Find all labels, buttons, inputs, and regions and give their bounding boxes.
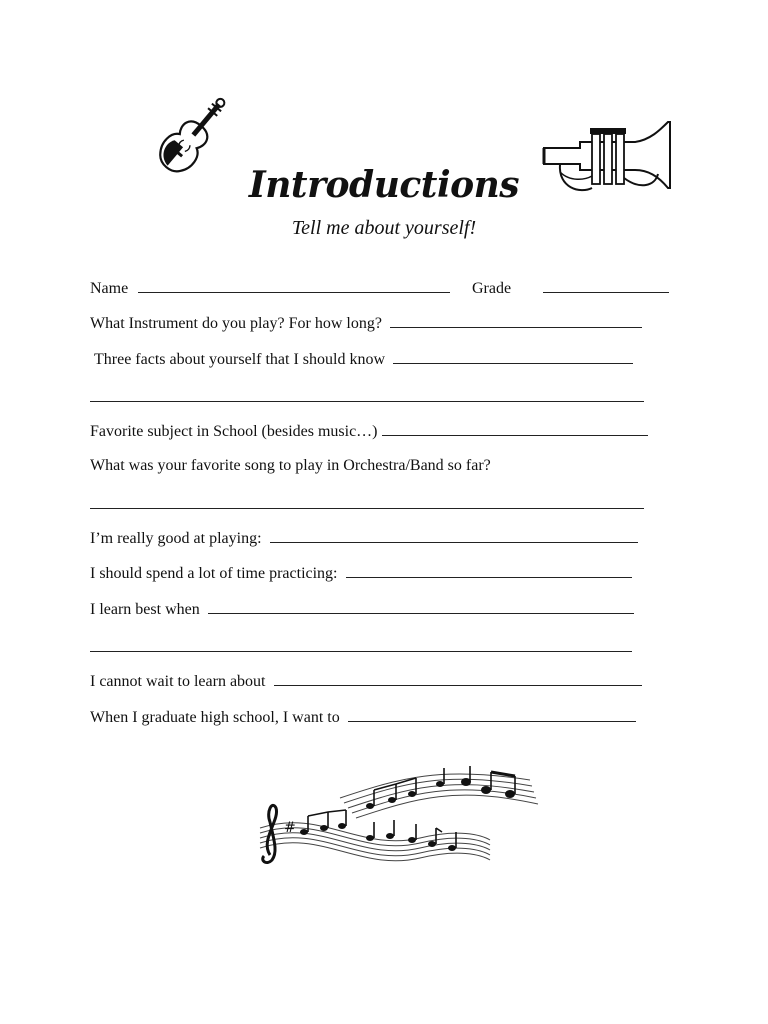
learn-best-row [90, 600, 634, 619]
music-staff-icon [240, 760, 550, 875]
subject-question: Favorite subject in School (besides music…) [90, 423, 378, 440]
graduate-field[interactable] [348, 708, 636, 722]
learn-best-field[interactable] [208, 600, 634, 614]
subject-field[interactable] [382, 422, 648, 436]
song-question: What was your favorite song to play in Orchestra/Band so far? [90, 457, 491, 474]
name-field[interactable] [138, 279, 450, 293]
practice-row [90, 564, 632, 583]
instrument-row [90, 314, 642, 333]
facts-question: Three facts about yourself that I should know [94, 351, 386, 368]
good-at-field[interactable] [270, 529, 638, 543]
learn-best-question: I learn best when [90, 601, 200, 618]
cannot-wait-question: I cannot wait to learn about [90, 673, 266, 690]
facts-extra-line[interactable] [90, 401, 644, 402]
graduate-question: When I graduate high school, I want to [90, 709, 340, 726]
page-subtitle: Tell me about yourself! [291, 217, 477, 239]
graduate-row [90, 708, 636, 727]
cannot-wait-field[interactable] [274, 672, 642, 686]
grade-label: Grade [472, 280, 512, 297]
page-title: Introductions [248, 164, 520, 206]
instrument-field[interactable] [390, 314, 642, 328]
instrument-question: What Instrument do you play? For how long? [90, 315, 382, 332]
song-field[interactable] [90, 508, 644, 509]
good-at-question: I’m really good at playing: [90, 530, 262, 547]
name-label: Name [90, 280, 129, 297]
learn-best-extra-line[interactable] [90, 651, 632, 652]
practice-field[interactable] [346, 564, 632, 578]
facts-row [94, 350, 633, 369]
good-at-row [90, 529, 638, 548]
svg-text:#: # [284, 820, 296, 836]
cannot-wait-row [90, 672, 642, 691]
subject-row [90, 422, 648, 441]
grade-row [472, 279, 669, 298]
facts-field[interactable] [393, 350, 633, 364]
grade-field[interactable] [543, 279, 669, 293]
name-row [90, 279, 450, 298]
song-row [90, 457, 491, 475]
practice-question: I should spend a lot of time practicing: [90, 565, 338, 582]
